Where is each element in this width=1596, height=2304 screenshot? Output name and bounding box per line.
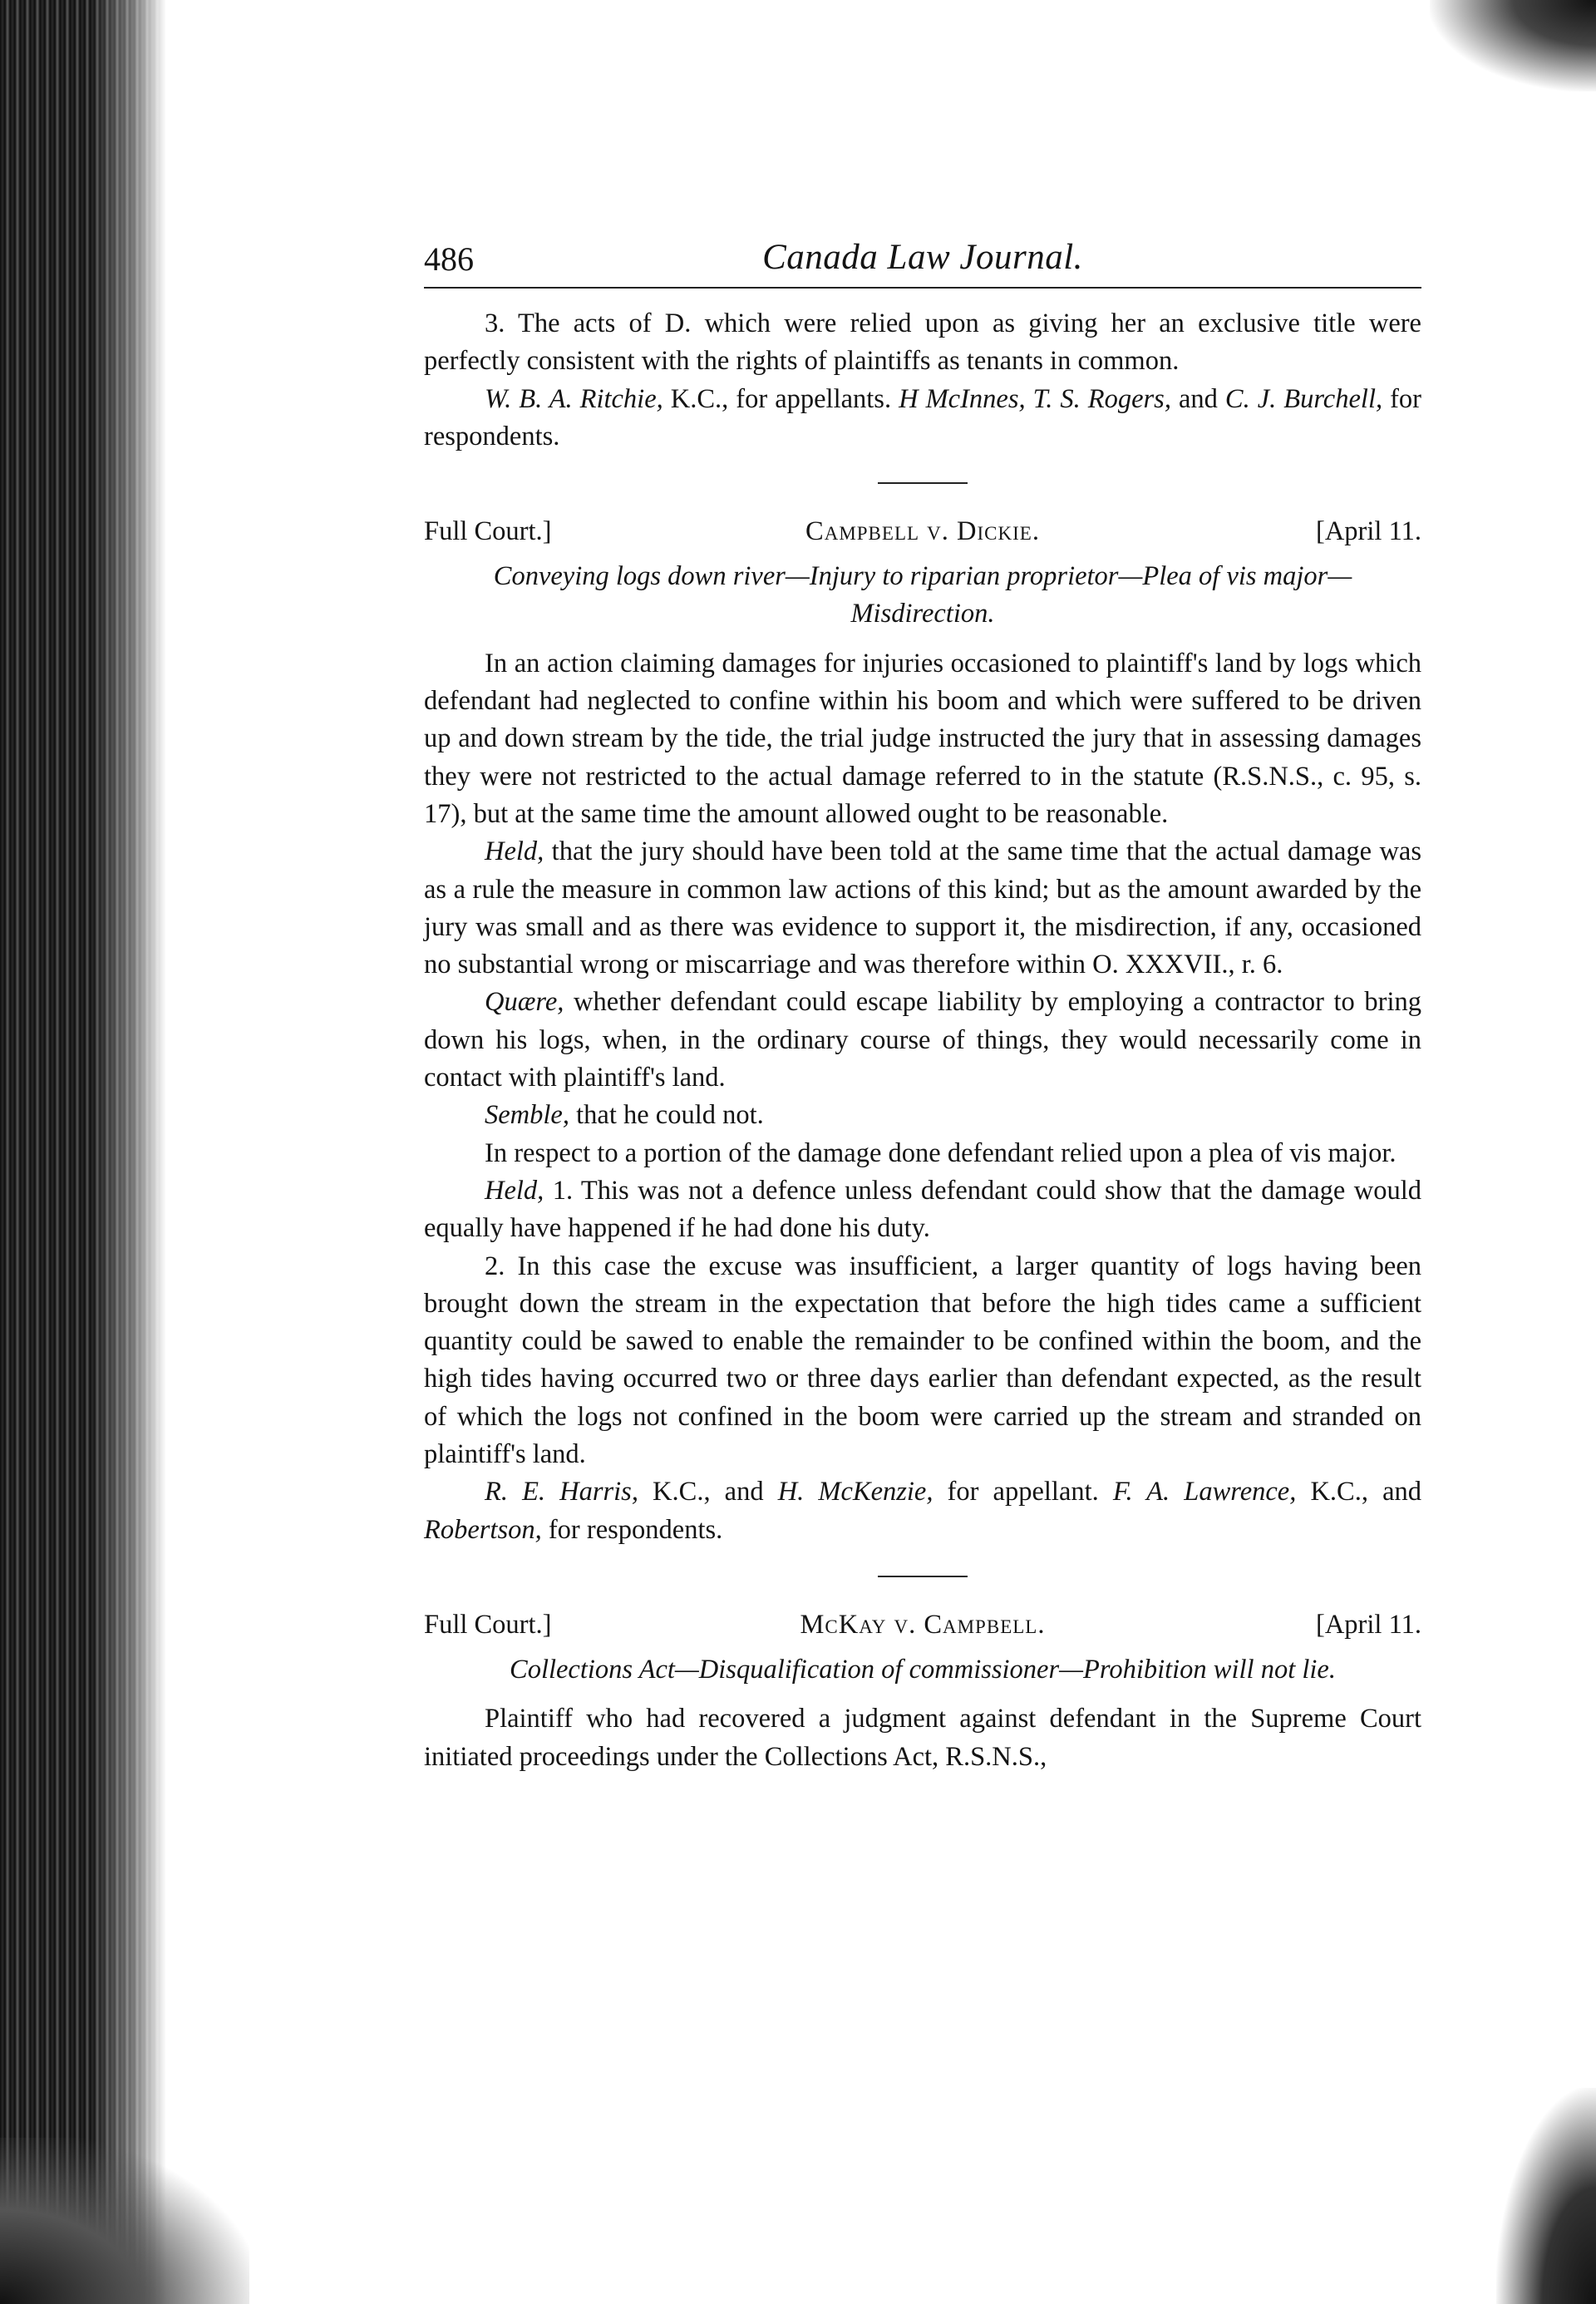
case-headnote: Collections Act—Disqualification of commissioner—Prohibition will not lie. (510, 1654, 1336, 1685)
counsel-name: H. McKenzie, (777, 1477, 933, 1507)
counsel-name: C. J. Burchell, (1224, 383, 1383, 414)
quaere-text: whether defendant could escape liability by employing a contractor to bring down his logs, when, in the ordinary course of things, they would necessarily come in contact with plaintiff's land. (424, 987, 1421, 1093)
case2-counsel (424, 1473, 1421, 1549)
page-number: 486 (424, 240, 474, 278)
held-text: 1. This was not a defence unless defendant could show that the damage would equally have happened if he had done his duty. (424, 1175, 1421, 1244)
case1-point-3: 3. The acts of D. which were relied upon as giving her an exclusive title were perfectly consistent with the rights of plaintiffs as tenants in common. (424, 308, 1421, 377)
court-label: Full Court.] (424, 516, 552, 547)
quaere-label: Quære, (485, 987, 564, 1018)
case-title: McKay v. Campbell. (800, 1609, 1046, 1640)
scan-corner-shadow-bottom-right (1496, 2088, 1596, 2304)
counsel-role: K.C., and (1296, 1477, 1421, 1507)
scan-corner-shadow-top (1430, 0, 1596, 91)
case2-paragraph-semble (424, 1097, 1421, 1134)
counsel-name: Robertson, (424, 1514, 542, 1545)
case2-paragraph-quaere (424, 984, 1421, 1097)
case-header-campbell-v-dickie (424, 513, 1421, 551)
case2-paragraph-held (424, 833, 1421, 984)
held-label: Held, (485, 1175, 544, 1206)
case3-paragraph-facts: Plaintiff who had recovered a judgment against defendant in the Supreme Court initiated proceedings under the Collections Act, R.S.N.S., (424, 1704, 1421, 1772)
case-date: [April 11. (1316, 1609, 1421, 1640)
counsel-name: H McInnes, T. S. Rogers, (899, 383, 1171, 414)
counsel-role: for respondents. (541, 1514, 723, 1545)
counsel-role: for respondents. (424, 383, 1421, 451)
case2-paragraph-vis-major: In respect to a portion of the damage done defendant relied upon a plea of vis major. (485, 1137, 1396, 1168)
counsel-name: R. E. Harris, (485, 1477, 638, 1507)
case1-counsel (424, 381, 1421, 456)
counsel-name: F. A. Lawrence, (1112, 1477, 1297, 1507)
held-label: Held, (485, 836, 544, 867)
case2-paragraph-facts: In an action claiming damages for injuries occasioned to plaintiff's land by logs which defendant had neglected to confine within his boom and which were suffered to be driven up and down stream by the tide, the trial judge instructed the jury that in assessing damages they were not restricted to the actual damage referred to in the statute (R.S.N.S., c. 95, s. 17), but at the same time the amount allowed ought to be reasonable. (424, 648, 1421, 829)
case-title: Campbell v. Dickie. (805, 516, 1040, 547)
section-rule (878, 1576, 968, 1577)
case-header-mckay-v-campbell (424, 1606, 1421, 1645)
counsel-role: for appellant. (933, 1477, 1113, 1507)
court-label: Full Court.] (424, 1609, 552, 1640)
journal-title: Canada Law Journal. (762, 238, 1083, 277)
running-head (424, 229, 1421, 289)
case2-paragraph-held-2 (424, 1172, 1421, 1248)
semble-text: that he could not. (569, 1100, 764, 1131)
scan-binding-shadow (0, 0, 166, 2304)
scan-corner-shadow-bottom-left (0, 2138, 249, 2304)
counsel-name: W. B. A. Ritchie, (485, 383, 663, 414)
case2-point-2: 2. In this case the excuse was insufficient, a larger quantity of logs having been brought down the stream in the expectation that before the high tides came a sufficient quantity could be sawed to enable the remainder to be confined within the boom, and the high tides having occurred two or three days earlier than defendant expected, as the result of which the logs not confined in the boom were carried up the stream and stranded on plaintiff's land. (424, 1251, 1421, 1470)
held-text: that the jury should have been told at the same time that the actual damage was as a rule the measure in common law actions of this kind; but as the amount awarded by the jury was small and as there was evidence to support it, the misdirection, if any, occasioned no substantial wrong or miscarriage and was therefore within O. XXXVII., r. 6. (424, 836, 1421, 980)
section-rule (878, 482, 968, 484)
case-headnote: Conveying logs down river—Injury to riparian proprietor—Plea of vis major—Misdirection. (493, 561, 1352, 629)
case-date: [April 11. (1316, 516, 1421, 547)
journal-page (424, 229, 1421, 1776)
counsel-role: K.C., for appellants. (663, 383, 899, 414)
semble-label: Semble, (485, 1100, 569, 1131)
counsel-joiner: and (1170, 383, 1225, 414)
counsel-role: K.C., and (638, 1477, 778, 1507)
